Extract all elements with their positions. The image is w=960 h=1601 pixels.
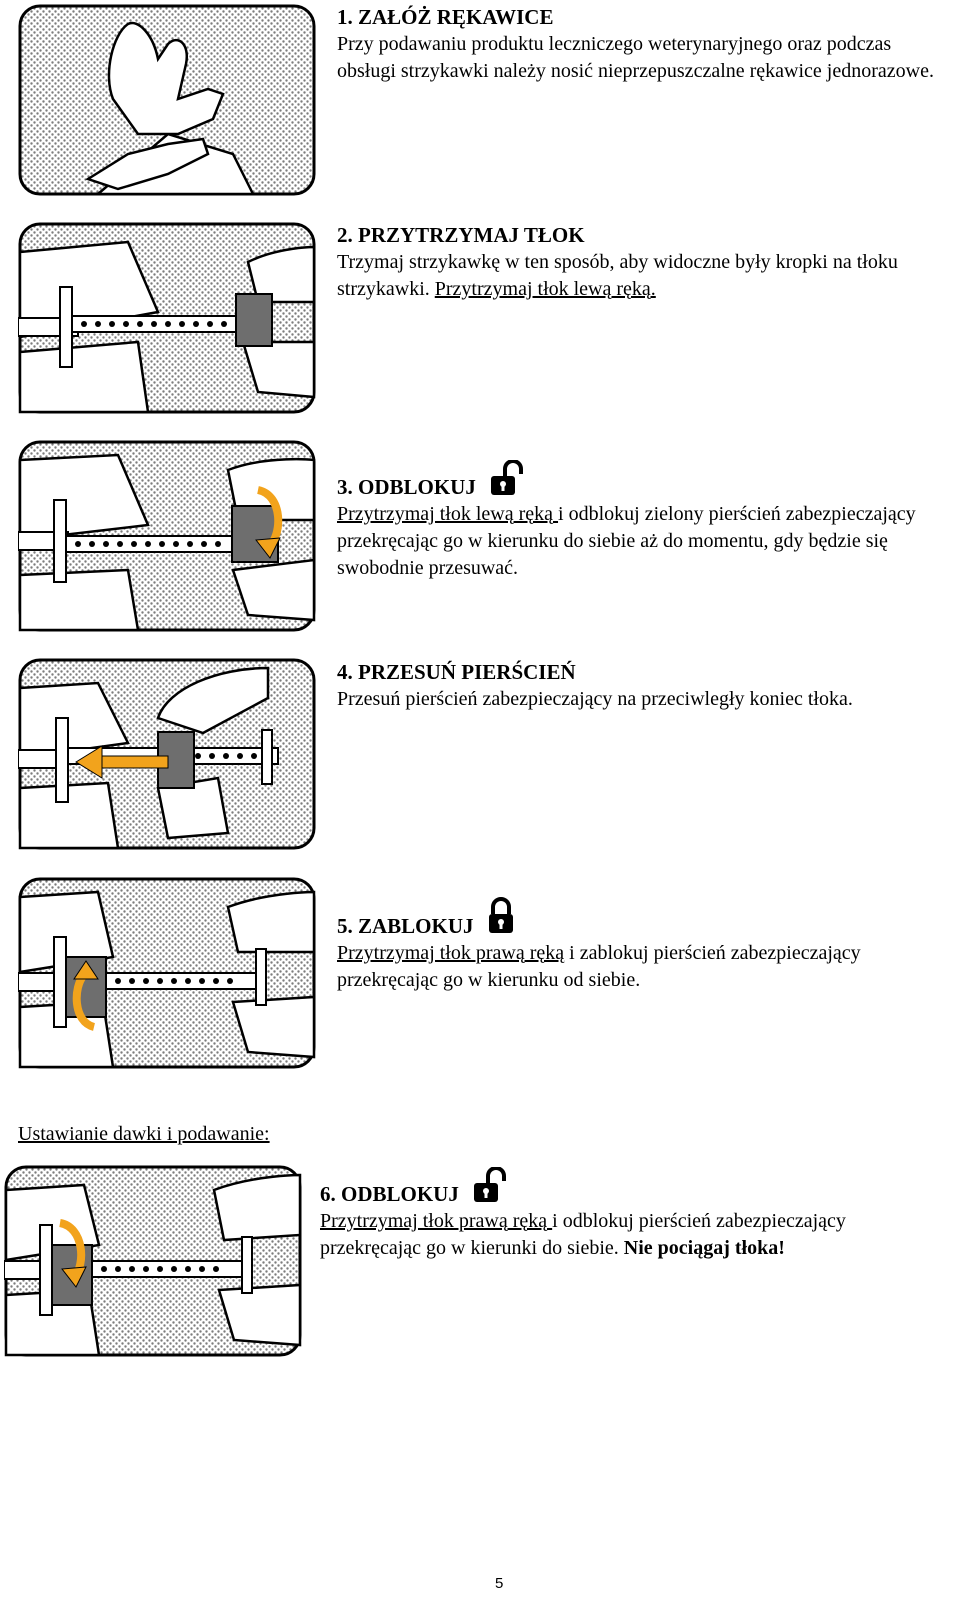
step1-body: Przy podawaniu produktu leczniczego weterynaryjnego oraz podczas obsługi strzykawki należy nosić nieprzepuszczalne rękawice jednorazowe.: [337, 33, 934, 82]
step6-underlined: Przytrzymaj tłok prawą ręką: [320, 1210, 553, 1232]
step4-text: [337, 659, 947, 713]
step2-illustration: [18, 222, 316, 414]
step6-title: 6. ODBLOKUJ: [320, 1182, 459, 1206]
step6-body: i odblokuj pierścień zabezpieczający przekręcając go w kierunki do siebie.: [320, 1210, 846, 1259]
open-lock-icon: [472, 1167, 506, 1203]
step3-underlined: Przytrzymaj tłok lewą ręką: [337, 503, 559, 525]
step3-text: [337, 460, 947, 582]
step4-body: Przesuń pierścień zabezpieczający na przeciwległy koniec tłoka.: [337, 688, 853, 710]
step3-body: i odblokuj zielony pierścień zabezpieczający przekręcając go w kierunku do siebie aż do momentu, gdy będzie się swobodnie przesuwać.: [337, 503, 916, 579]
step1-text: [337, 4, 937, 85]
step5-illustration: [18, 877, 316, 1069]
step5-text: [337, 897, 957, 994]
step1-illustration: [18, 4, 316, 196]
step3-illustration: [18, 440, 316, 632]
open-lock-icon: [489, 460, 523, 496]
step2-title: 2. PRZYTRZYMAJ TŁOK: [337, 223, 585, 247]
step5-underlined: Przytrzymaj tłok prawą ręką: [337, 942, 565, 964]
step4-illustration: [18, 658, 316, 850]
step5-body: i zablokuj pierścień zabezpieczający przekręcając go w kierunku od siebie.: [337, 942, 861, 991]
section-heading: Ustawianie dawki i podawanie:: [18, 1123, 270, 1145]
step2-text: [337, 222, 947, 303]
step2-body: Trzymaj strzykawkę w ten sposób, aby widoczne były kropki na tłoku strzykawki.: [337, 251, 898, 300]
step3-title: 3. ODBLOKUJ: [337, 475, 476, 499]
step6-illustration: [4, 1165, 302, 1357]
page-number: 5: [495, 1575, 504, 1592]
step4-title: 4. PRZESUŃ PIERŚCIEŃ: [337, 660, 576, 684]
closed-lock-icon: [487, 897, 515, 935]
step6-bold-warning: Nie pociągaj tłoka!: [623, 1237, 785, 1259]
step1-title: 1. ZAŁÓŻ RĘKAWICE: [337, 5, 554, 29]
step5-title: 5. ZABLOKUJ: [337, 914, 474, 938]
step2-underlined: Przytrzymaj tłok lewą ręką.: [434, 278, 656, 300]
step6-text: [320, 1167, 950, 1262]
